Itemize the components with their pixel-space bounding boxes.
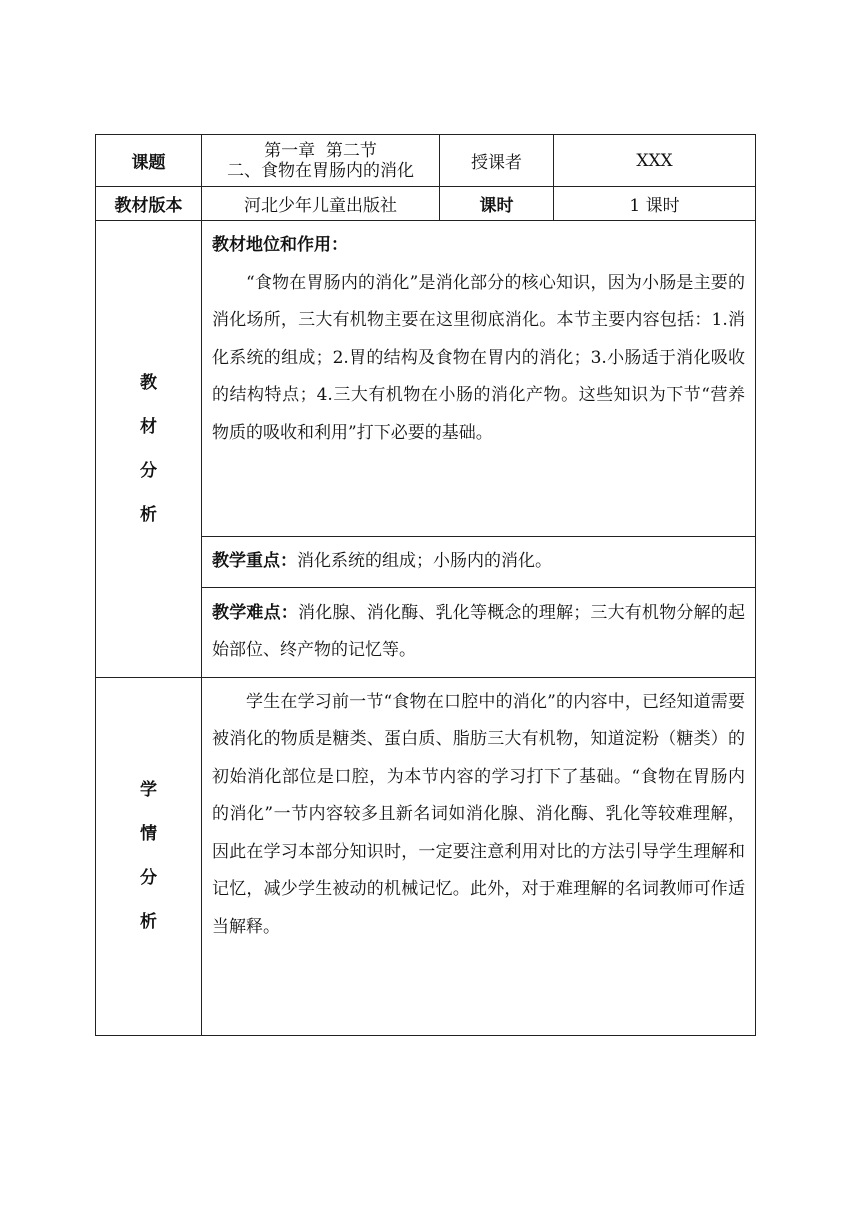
teacher-label: 授课者 <box>440 135 554 187</box>
label-char: 情 <box>140 824 157 844</box>
label-char: 分 <box>140 460 157 481</box>
topic-line1: 第一章 第二节 <box>264 140 377 161</box>
topic-row <box>96 135 756 187</box>
label-char: 学 <box>140 780 157 800</box>
edition-row <box>96 187 756 221</box>
textbook-position-row <box>96 221 756 537</box>
key-point-label: 教学重点： <box>212 551 297 571</box>
student-analysis-label <box>96 677 202 1035</box>
position-text: “食物在胃肠内的消化”是消化部分的核心知识，因为小肠是主要的消化场所，三大有机物主要在这里彻底消化。本节主要内容包括：1.消化系统的组成；2.胃的结构及食物在胃内的消化；3.小肠适于消化吸收的结构特点；4.三大有机物在小肠的消化产物。这些知识为下节“营养物质的吸收和利用”打下必要的基础。 <box>212 272 745 443</box>
difficulty-cell <box>202 587 756 677</box>
textbook-analysis-label <box>96 221 202 678</box>
edition-value: 河北少年儿童出版社 <box>202 187 440 221</box>
hours-value: 1 课时 <box>554 187 756 221</box>
lesson-plan-table <box>95 134 756 1036</box>
difficulty-text: 消化腺、消化酶、乳化等概念的理解；三大有机物分解的起始部位、终产物的记忆等。 <box>212 602 745 660</box>
hours-label: 课时 <box>440 187 554 221</box>
key-point-cell <box>202 537 756 588</box>
label-char: 析 <box>140 912 157 932</box>
label-char: 分 <box>140 868 157 888</box>
student-analysis-cell <box>202 677 756 1035</box>
key-point-text: 消化系统的组成；小肠内的消化。 <box>297 551 552 571</box>
label-char: 教 <box>140 372 157 393</box>
topic-line2: 二、食物在胃肠内的消化 <box>227 160 414 181</box>
label-char: 析 <box>140 504 157 525</box>
student-analysis-row <box>96 677 756 1035</box>
topic-value <box>202 135 440 187</box>
teacher-value: XXX <box>554 135 756 187</box>
edition-label: 教材版本 <box>96 187 202 221</box>
difficulty-label: 教学难点： <box>212 602 298 623</box>
textbook-position-cell <box>202 221 756 537</box>
topic-label: 课题 <box>96 135 202 187</box>
label-char: 材 <box>140 416 157 437</box>
position-title: 教材地位和作用： <box>212 235 348 255</box>
student-analysis-text: 学生在学习前一节“食物在口腔中的消化”的内容中，已经知道需要被消化的物质是糖类、蛋白质、脂肪三大有机物，知道淀粉（糖类）的初始消化部位是口腔，为本节内容的学习打下了基础。“食物在胃肠内的消化”一节内容较多且新名词如消化腺、消化酶、乳化等较难理解，因此在学习本部分知识时，一定要注意利用对比的方法引导学生理解和记忆，减少学生被动的机械记忆。此外，对于难理解的名词教师可作适当解释。 <box>212 691 745 937</box>
